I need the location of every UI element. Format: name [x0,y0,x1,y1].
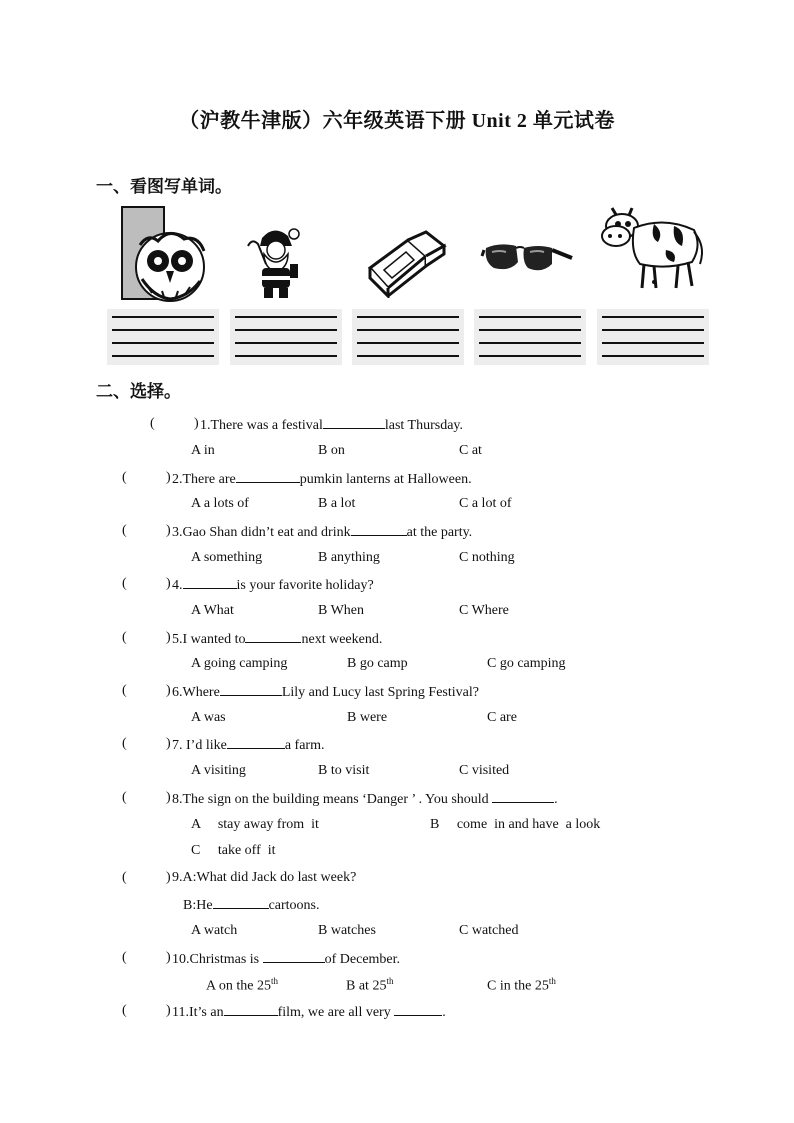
owl-icon [118,205,208,303]
sunglasses-icon [480,238,576,282]
option-b[interactable]: B to visit [318,763,370,778]
page-title: （沪教牛津版）六年级英语下册 Unit 2 单元试卷 [179,110,615,132]
option-a[interactable]: A in [191,443,215,458]
option-c[interactable]: C a lot of [459,496,512,511]
answer-paren-close: ) [166,576,171,591]
option-c[interactable]: C are [487,710,517,725]
option-b[interactable]: B come in and have a look [430,817,601,832]
answer-paren-close: ) [194,416,199,431]
answer-blank[interactable] [213,896,269,909]
question-1: 1.There was a festival last Thursday. [200,418,463,433]
santa-icon [244,224,308,300]
answer-paren-close: ) [166,470,171,485]
answer-paren-open: ( [122,790,127,805]
answer-blank[interactable] [236,470,300,483]
answer-paren-open: ( [122,630,127,645]
answer-paren-close: ) [166,1003,171,1018]
write-lines-2[interactable] [230,309,342,365]
option-a[interactable]: A watch [191,923,238,938]
answer-paren-open: ( [122,1003,127,1018]
answer-blank[interactable] [263,950,325,963]
write-lines-4[interactable] [474,309,586,365]
write-lines-5[interactable] [597,309,709,365]
option-c[interactable]: C Where [459,603,509,618]
answer-paren-close: ) [166,630,171,645]
option-b[interactable]: B go camp [347,656,408,671]
option-a[interactable]: A visiting [191,763,246,778]
cow-icon [594,202,708,294]
option-b[interactable]: B anything [318,550,380,565]
answer-paren-open: ( [122,683,127,698]
answer-paren-open: ( [122,576,127,591]
question-4: 4. is your favorite holiday? [172,578,374,593]
answer-paren-open: ( [122,736,127,751]
answer-blank[interactable] [220,683,282,696]
answer-blank[interactable] [323,416,385,429]
answer-paren-close: ) [166,736,171,751]
question-5: 5.I wanted to next weekend. [172,632,383,647]
question-2: 2.There are pumkin lanterns at Halloween. [172,472,472,487]
option-c[interactable]: C take off it [191,843,276,858]
answer-paren-open: ( [122,870,127,885]
answer-blank[interactable] [492,790,554,803]
question-10: 10.Christmas is of December. [172,952,401,967]
option-a[interactable]: A What [191,603,234,618]
question-6: 6.Where Lily and Lucy last Spring Festival? [172,685,479,700]
section-2-heading: 二、选择。 [96,382,181,401]
option-b[interactable]: B on [318,443,345,458]
answer-blank[interactable] [394,1003,442,1016]
answer-blank[interactable] [224,1003,278,1016]
option-a[interactable]: A on the 25th [206,976,278,994]
option-c[interactable]: C watched [459,923,519,938]
answer-paren-close: ) [166,683,171,698]
option-a[interactable]: A something [191,550,263,565]
answer-blank[interactable] [245,630,301,643]
option-b[interactable]: B When [318,603,365,618]
option-b[interactable]: B were [347,710,388,725]
option-a[interactable]: A was [191,710,226,725]
option-a[interactable]: A stay away from it [191,817,319,832]
write-lines-1[interactable] [107,309,219,365]
question-9: 9.A:What did Jack do last week? [172,870,357,885]
option-b[interactable]: B a lot [318,496,356,511]
option-a[interactable]: A going camping [191,656,288,671]
answer-paren-close: ) [166,950,171,965]
option-c[interactable]: C at [459,443,482,458]
question-9-line-2: B:He cartoons. [183,898,320,913]
question-11: 11.It’s an film, we are all very . [172,1005,446,1020]
answer-paren-close: ) [166,870,171,885]
answer-paren-close: ) [166,790,171,805]
option-c[interactable]: C in the 25th [487,976,556,994]
answer-blank[interactable] [227,736,285,749]
answer-paren-close: ) [166,523,171,538]
question-8: 8.The sign on the building means ‘Danger ’ . You should . [172,792,558,807]
option-c[interactable]: C go camping [487,656,566,671]
option-b[interactable]: B watches [318,923,376,938]
answer-paren-open: ( [122,523,127,538]
answer-paren-open: ( [122,950,127,965]
option-a[interactable]: A a lots of [191,496,249,511]
answer-paren-open: ( [122,470,127,485]
mobile-phone-icon [364,226,450,298]
answer-paren-open: ( [150,416,155,431]
write-lines-3[interactable] [352,309,464,365]
option-c[interactable]: C nothing [459,550,515,565]
question-3: 3.Gao Shan didn’t eat and drink at the party. [172,525,473,540]
answer-blank[interactable] [351,523,407,536]
option-c[interactable]: C visited [459,763,510,778]
answer-blank[interactable] [183,576,237,589]
section-1-heading: 一、看图写单词。 [96,177,232,196]
option-b[interactable]: B at 25th [346,976,394,994]
question-7: 7. I’d like a farm. [172,738,325,753]
